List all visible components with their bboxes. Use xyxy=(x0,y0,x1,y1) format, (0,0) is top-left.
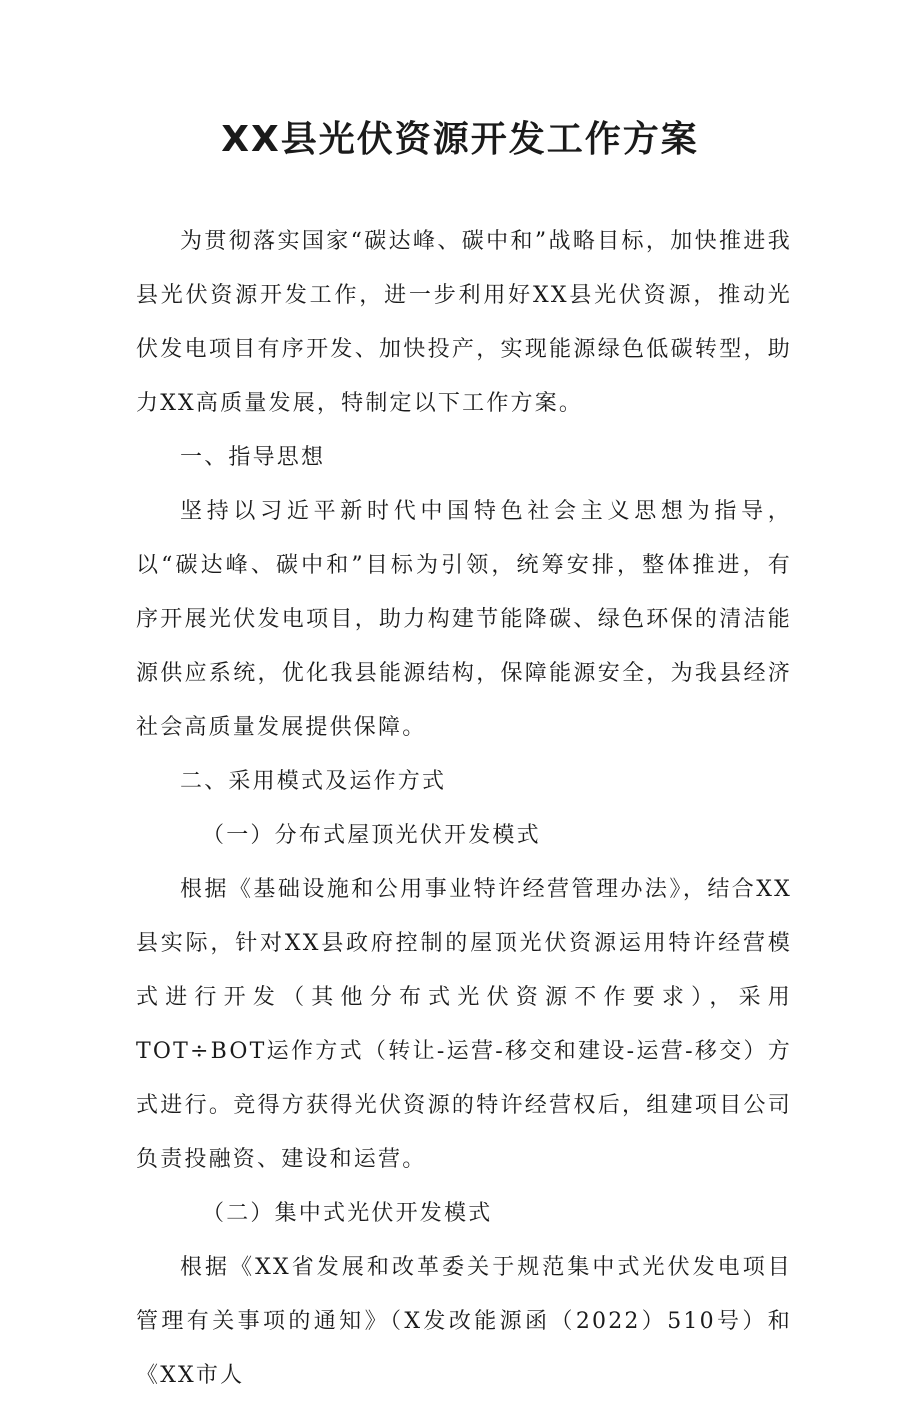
guiding-ideology-paragraph: 坚持以习近平新时代中国特色社会主义思想为指导，以“碳达峰、碳中和”目标为引领，统筹安排，整体推进，有序开展光伏发电项目，助力构建节能降碳、绿色环保的清洁能源供应系统，优化我县能源结构，保障能源安全，为我县经济社会高质量发展提供保障。 xyxy=(136,499,792,740)
document-title: XX县光伏资源开发工作方案 xyxy=(221,119,699,160)
distributed-mode-paragraph: 根据《基础设施和公用事业特许经营管理办法》，结合XX县实际，针对XX县政府控制的屋顶光伏资源运用特许经营模式进行开发（其他分布式光伏资源不作要求），采用TOT÷BOT运作方式（转让-运营-移交和建设-运营-移交）方式进行。竞得方获得光伏资源的特许经营权后，组建项目公司负责投融资、建设和运营。 xyxy=(136,877,792,1172)
subsection-heading-distributed: （一）分布式屋顶光伏开发模式 xyxy=(202,823,541,848)
intro-paragraph: 为贯彻落实国家“碳达峰、碳中和”战略目标，加快推进我县光伏资源开发工作，进一步利用好XX县光伏资源，推动光伏发电项目有序开发、加快投产，实现能源绿色低碳转型，助力XX高质量发展，特制定以下工作方案。 xyxy=(136,229,792,416)
subsection-heading-centralized: （二）集中式光伏开发模式 xyxy=(202,1201,493,1226)
section-heading-modes: 二、采用模式及运作方式 xyxy=(180,769,447,794)
document-body xyxy=(136,215,792,1403)
centralized-mode-paragraph: 根据《XX省发展和改革委关于规范集中式光伏发电项目管理有关事项的通知》（X发改能源函（2022）510号）和《XX市人 xyxy=(136,1255,792,1388)
section-heading-guiding-ideology: 一、指导思想 xyxy=(180,445,326,470)
